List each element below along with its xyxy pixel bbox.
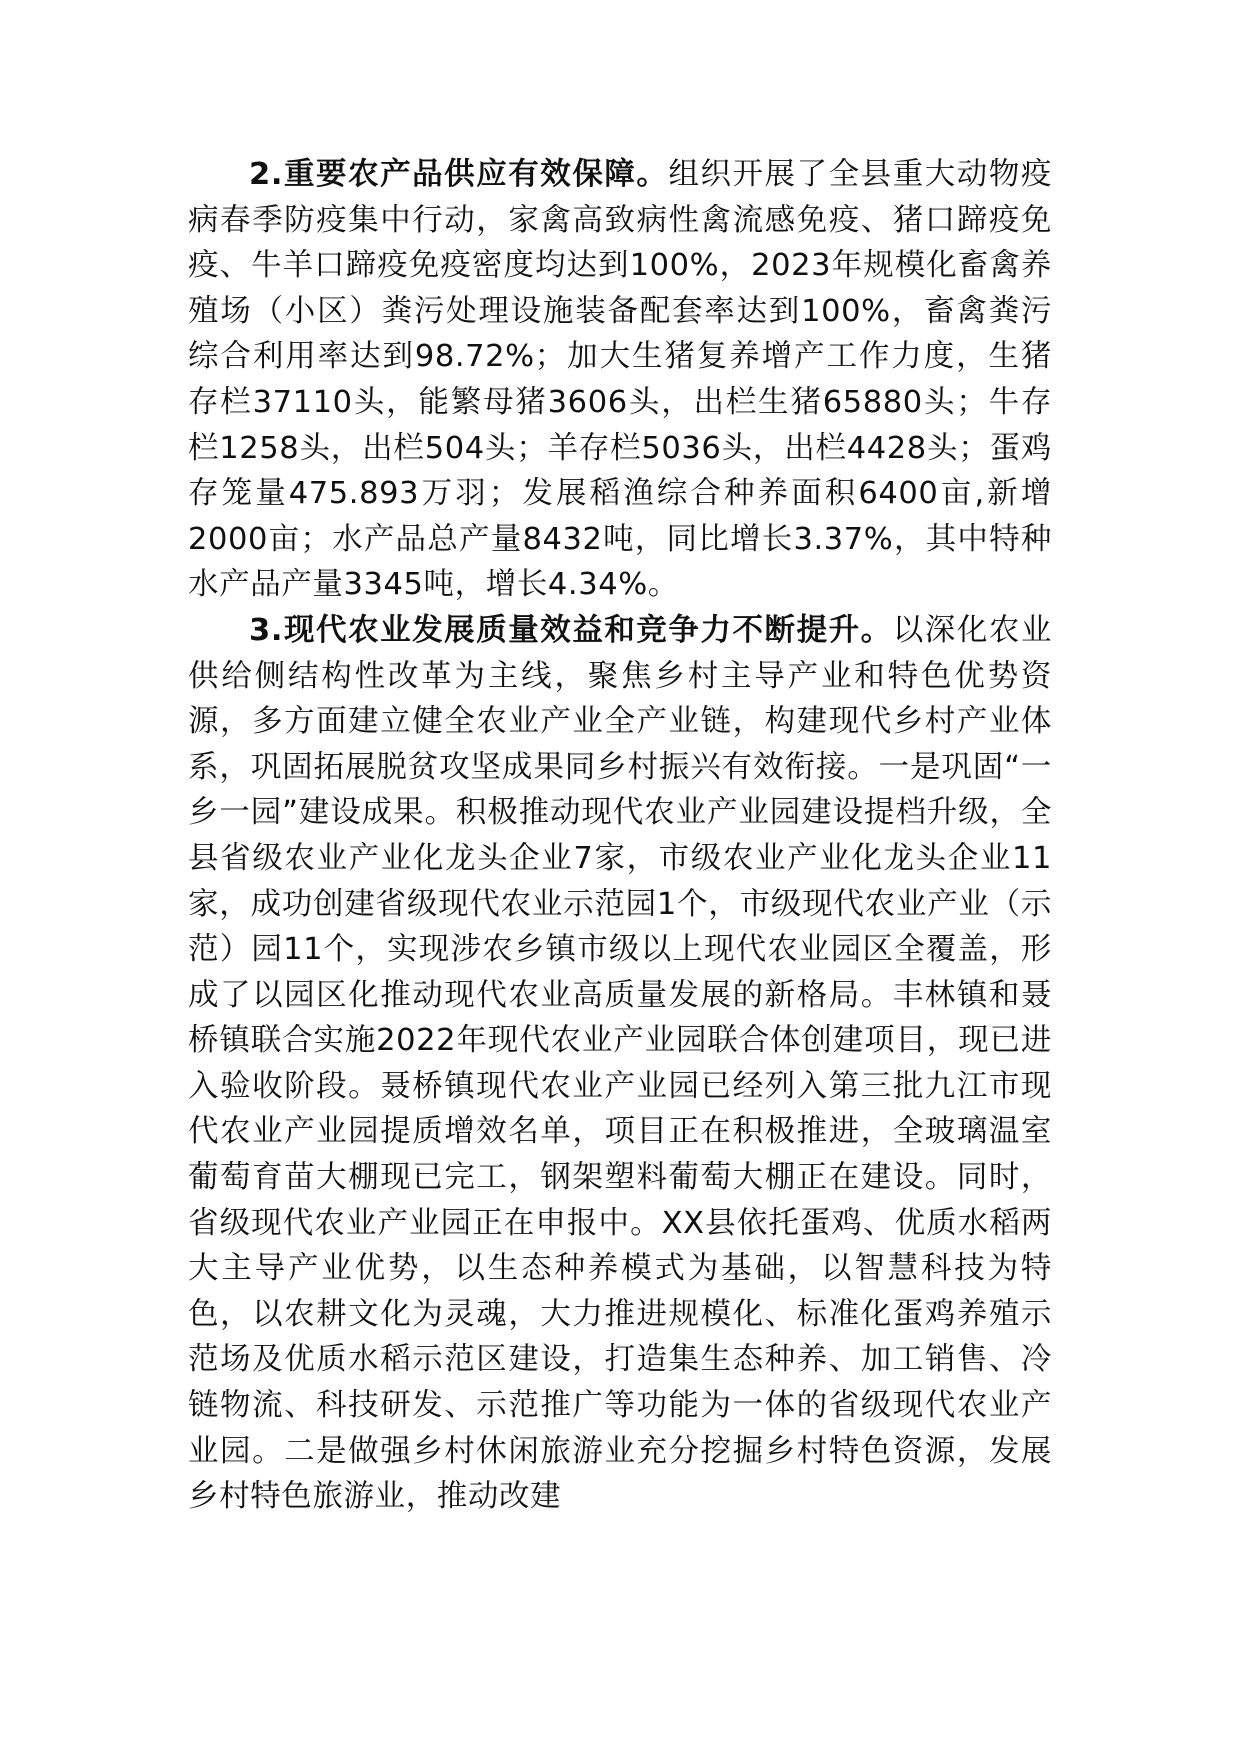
paragraph-modern-agriculture [188,608,1052,1520]
paragraph-heading: 3.现代农业发展质量效益和竞争力不断提升。 [249,612,893,648]
paragraph-body: 组织开展了全县重大动物疫病春季防疫集中行动，家禽高致病性禽流感免疫、猪口蹄疫免疫、牛羊口蹄疫免疫密度均达到100%，2023年规模化畜禽养殖场（小区）粪污处理设施装备配套率达到100%，畜禽粪污综合利用率达到98.72%；加大生猪复养增产工作力度，生猪存栏37110头，能繁母猪3606头，出栏生猪65880头；牛存栏1258头，出栏504头；羊存栏5036头，出栏4428头；蛋鸡存笼量475.893万羽；发展稻渔综合种养面积6400亩,新增2000亩；水产品总产量8432吨，同比增长3.37%，其中特种水产品产量3345吨，增长4.34%。 [188,157,1052,603]
paragraph-heading: 2.重要农产品供应有效保障。 [249,157,669,192]
document-page [188,152,1052,1520]
paragraph-supply-guarantee [188,152,1052,608]
paragraph-body: 以深化农业供给侧结构性改革为主线，聚焦乡村主导产业和特色优势资源，多方面建立健全农业产业全产业链，构建现代乡村产业体系，巩固拓展脱贫攻坚成果同乡村振兴有效衔接。一是巩固“一乡一园”建设成果。积极推动现代农业产业园建设提档升级，全县省级农业产业化龙头企业7家，市级农业产业化龙头企业11家，成功创建省级现代农业示范园1个，市级现代农业产业（示范）园11个，实现涉农乡镇市级以上现代农业园区全覆盖，形成了以园区化推动现代农业高质量发展的新格局。丰林镇和聂桥镇联合实施2022年现代农业产业园联合体创建项目，现已进入验收阶段。聂桥镇现代农业产业园已经列入第三批九江市现代农业产业园提质增效名单，项目正在积极推进，全玻璃温室葡萄育苗大棚现已完工，钢架塑料葡萄大棚正在建设。同时，省级现代农业产业园正在申报中。XX县依托蛋鸡、优质水稻两大主导产业优势，以生态种养模式为基础，以智慧科技为特色，以农耕文化为灵魂，大力推进规模化、标准化蛋鸡养殖示范场及优质水稻示范区建设，打造集生态种养、加工销售、冷链物流、科技研发、示范推广等功能为一体的省级现代农业产业园。二是做强乡村休闲旅游业充分挖掘乡村特色资源，发展乡村特色旅游业，推动改建 [188,612,1052,1515]
